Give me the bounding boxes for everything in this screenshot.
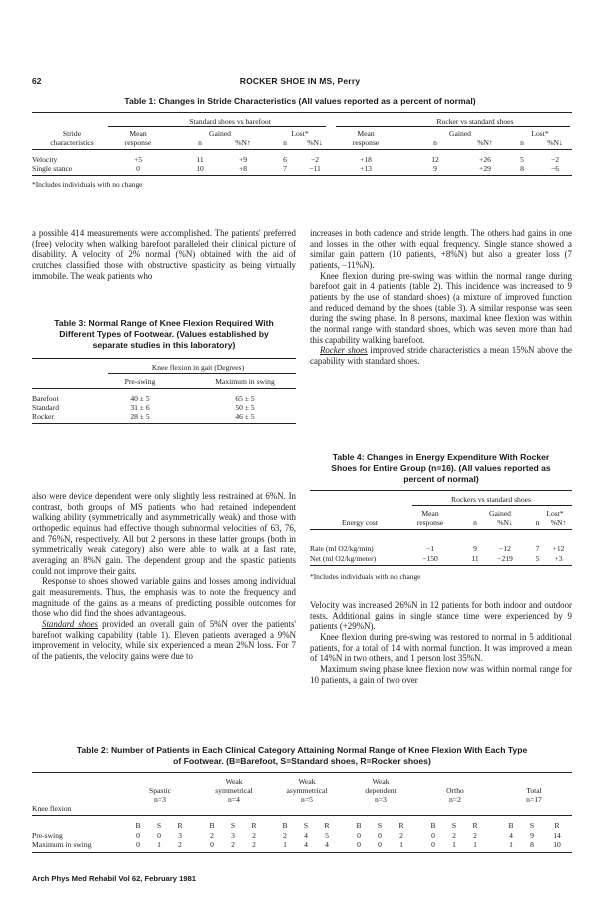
paragraph: a possible 414 measurements were accomplished. The patients' preferred (free) velocity when walking barefoot paralleled their clinical picture of disability. A velocity of 2% normal (%N) obtained with the aid of crutches classified those with obstructive spasticity as being virtually immobile. The weak patients who (32, 228, 296, 281)
paragraph: Knee flexion during pre-swing was within the normal range during barefoot gait in 4 patients (table 2). This incidence was increased to 9 patients by the use of standard shoes) (a mixture of improved function and reduced demand by the shoes (table 3). A similar response was seen during the swing phase. In 8 persons, maximal knee flexion was within the normal range with standard shoes, which was seven more than had this capability walking barefoot. (310, 270, 572, 345)
paragraph: Response to shoes showed variable gains and losses among individual gait measurements. Thus, the emphasis was to note the frequency and magnitude of the gains as a means of predicting possible outcomes for those who did find the shoes advantageous. (32, 576, 296, 619)
table-row: Standard (32, 403, 59, 412)
page-number: 62 (32, 76, 42, 86)
paragraph: Maximum swing phase knee flexion now was within normal range for 10 patients, a gain of two over (310, 663, 572, 685)
table-row: Velocity (32, 155, 58, 164)
table-row: Single stance (32, 164, 73, 173)
table-row: Maximum in swing (32, 840, 92, 849)
running-title: ROCKER SHOE IN MS, Perry (239, 76, 361, 86)
paragraph: increases in both cadence and stride length. The others had gains in one and losses in the other with equal frequency. Single stance showed a similar gain pattern (10 patients, +8%N) but also a greater loss (7 patients, −11%N). (310, 228, 572, 270)
table1-footnote: *Includes individuals with no change (32, 180, 143, 189)
paragraph: Standard shoes provided an overall gain of 5%N over the patients' barefoot walking capability (table 1). Eleven patients averaged a 9%N improvement in velocity, while six experienced a mean 2%N loss. For 7 of the patients, the velocity gains were due to (32, 618, 296, 661)
emphasis-rocker-shoes: Rocker shoes (320, 345, 368, 356)
journal-footer: Arch Phys Med Rehabil Vol 62, February 1981 (32, 874, 197, 883)
table1-caption: Table 1: Changes in Stride Characteristics (All values reported as a percent of normal) (124, 96, 476, 106)
table-row: Barefoot (32, 394, 59, 403)
table-row: Rate (ml O2/kg/min) (310, 544, 374, 553)
table2-row-header: Knee flexion (32, 804, 72, 813)
table1-group-right: Rocker vs standard shoes (436, 117, 514, 126)
paragraph: Velocity was increased 26%N in 12 patients for both indoor and outdoor tests. Additional gains in single stance time were experienced by 9 patients (+29%N). (310, 600, 572, 632)
table1-group-left: Standard shoes vs barefoot (189, 117, 271, 126)
table4-footnote: *Includes individuals with no change (310, 572, 421, 581)
table1-col-stride: Stride (62, 129, 82, 138)
paragraph: also were device dependent were only slightly less restrained at 6%N. In contrast, both groups of MS patients who had retained independent walking ability (symmetrically and asymmetrically weak) and those with orthopedic equinus had effective though subnormal velocities of 63, 76, and 76%N, respectively. All but 2 persons in these latter groups (both in symmetrically weak category) also were able to walk at a fast rate, averaging an 8%N gain. The dependent group and the spastic patients could not improve their gaits. (32, 491, 296, 576)
emphasis-standard-shoes: Standard shoes (42, 618, 99, 629)
left-column-bottom (32, 491, 296, 662)
paragraph: Rocker shoes improved stride characteristics a mean 15%N above the capability with standard shoes. (310, 345, 572, 366)
right-column-bottom (310, 600, 572, 685)
paragraph: Knee flexion during pre-swing was restored to normal in 5 additional patients, for a total of 14 with normal function. It was improved a mean of 14%N in two others, and 1 person lost 35%N. (310, 631, 572, 664)
left-column-top (32, 228, 296, 281)
table3-caption: Table 3: Normal Range of Knee Flexion Required With (54, 318, 274, 328)
table-row: Net (ml O2/kg/meter) (310, 554, 377, 563)
table-row: Pre-swing (32, 831, 63, 840)
table4-caption: Table 4: Changes in Energy Expenditure With Rocker (332, 452, 550, 462)
right-column-top (310, 228, 572, 367)
table2-caption: Table 2: Number of Patients in Each Clinical Category Attaining Normal Range of Knee Flexion With Each Type (76, 745, 528, 755)
table-row: Rocker (32, 412, 54, 421)
